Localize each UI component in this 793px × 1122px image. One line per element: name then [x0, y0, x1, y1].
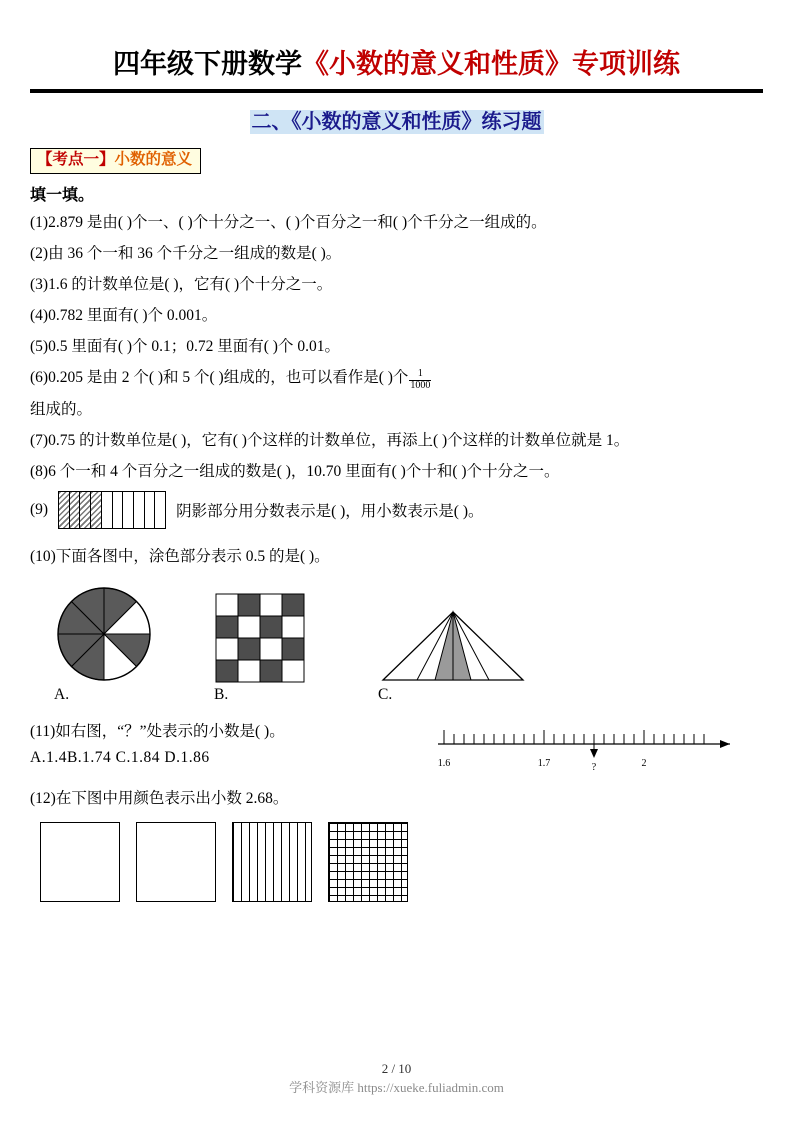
- strip-cell: [155, 492, 165, 528]
- section-tag-right: 小数的意义: [114, 151, 193, 168]
- number-line-figure: [430, 714, 763, 781]
- question-12-figures: [30, 822, 763, 902]
- fraction-numerator: 1: [409, 369, 431, 381]
- checkerboard-figure-icon: [214, 592, 306, 684]
- figure-b-wrap: [214, 592, 306, 684]
- number-line-icon: [430, 718, 750, 776]
- page-title-part1: 四年级下册数学: [113, 49, 302, 79]
- triangle-figure-icon: [378, 608, 528, 684]
- question-2: (2)由 36 个一和 36 个千分之一组成的数是( )。: [30, 244, 342, 262]
- strip-cell: [102, 492, 113, 528]
- page-title-part2: 《小数的意义和性质》: [302, 49, 572, 79]
- subtitle: [30, 105, 763, 134]
- pie-figure-icon: [54, 584, 154, 684]
- question-1: (1)2.879 是由( )个一、( )个十分之一、( )个百分之一和( )个千分之一组成的。: [30, 213, 547, 231]
- question-11-text-block: [30, 714, 430, 767]
- question-3: (3)1.6 的计数单位是( )，它有( )个十分之一。: [30, 275, 333, 293]
- fraction-one-thousandth: [409, 369, 431, 392]
- page-title-part3: 专项训练: [572, 49, 680, 79]
- footer: [0, 1063, 793, 1096]
- number-line-tick-3: 2: [641, 758, 647, 770]
- strip-cell: [80, 492, 91, 528]
- tenths-square: [232, 822, 312, 902]
- question-10: (10)下面各图中，涂色部分表示 0.5 的是( )。: [30, 547, 330, 565]
- figure-label-c: C.: [378, 686, 393, 704]
- strip-cell: [145, 492, 156, 528]
- instruction-label: 填一填。: [30, 186, 95, 204]
- page-number: 2 / 10: [381, 1061, 412, 1076]
- number-line-tick-2: 1.7: [537, 758, 551, 770]
- strip-cell: [134, 492, 145, 528]
- question-6: [30, 364, 763, 391]
- question-11: [30, 714, 763, 781]
- question-6-line1: (6)0.205 是由 2 个( )和 5 个( )组成的，也可以看作是( )个: [30, 369, 409, 387]
- subtitle-text: 二、《小数的意义和性质》练习题: [251, 111, 542, 133]
- fraction-denominator: 1000: [410, 379, 431, 391]
- question-9-text: 阴影部分用分数表示是( )，用小数表示是( )。: [176, 502, 484, 520]
- page-title: [30, 42, 763, 81]
- question-10-figures: [30, 584, 763, 684]
- strip-cell: [113, 492, 124, 528]
- strip-cell: [91, 492, 102, 528]
- question-12: (12)在下图中用颜色表示出小数 2.68。: [30, 790, 289, 808]
- section-tag-left: 【考点一】: [37, 151, 115, 168]
- strip-cell: [123, 492, 134, 528]
- question-9: [30, 491, 763, 529]
- figure-c-wrap: [378, 608, 528, 684]
- question-11-text: (11)如右图，“？”处表示的小数是( )。: [30, 723, 285, 741]
- question-11-options: A.1.4B.1.74 C.1.84 D.1.86: [30, 749, 210, 767]
- shaded-strip-figure: [58, 491, 166, 529]
- question-8: (8)6 个一和 4 个百分之一组成的数是( )，10.70 里面有( )个十和( )个十分之一。: [30, 462, 560, 480]
- blank-square-1: [40, 822, 120, 902]
- number-line-marker: ?: [591, 762, 597, 774]
- figure-label-b: B.: [214, 686, 229, 704]
- question-4: (4)0.782 里面有( )个 0.001。: [30, 306, 218, 324]
- question-9-label: (9): [30, 500, 49, 518]
- strip-cell: [59, 492, 70, 528]
- question-5: (5)0.5 里面有( )个 0.1；0.72 里面有( )个 0.01。: [30, 338, 340, 356]
- section-tag: [30, 148, 201, 174]
- title-divider: [30, 89, 763, 93]
- hundredths-square: [328, 822, 408, 902]
- figure-label-a: A.: [54, 686, 70, 704]
- question-10-figure-labels: [30, 686, 763, 704]
- number-line-tick-1: 1.6: [437, 758, 451, 770]
- blank-square-2: [136, 822, 216, 902]
- question-7: (7)0.75 的计数单位是( )，它有( )个这样的计数单位，再添上( )个这样的计数单位就是 1。: [30, 431, 630, 449]
- watermark-text: 学科资源库 https://xueke.fuliadmin.com: [289, 1080, 504, 1095]
- strip-cell: [70, 492, 81, 528]
- figure-a-wrap: [54, 584, 154, 684]
- question-6-line2: 组成的。: [30, 400, 93, 418]
